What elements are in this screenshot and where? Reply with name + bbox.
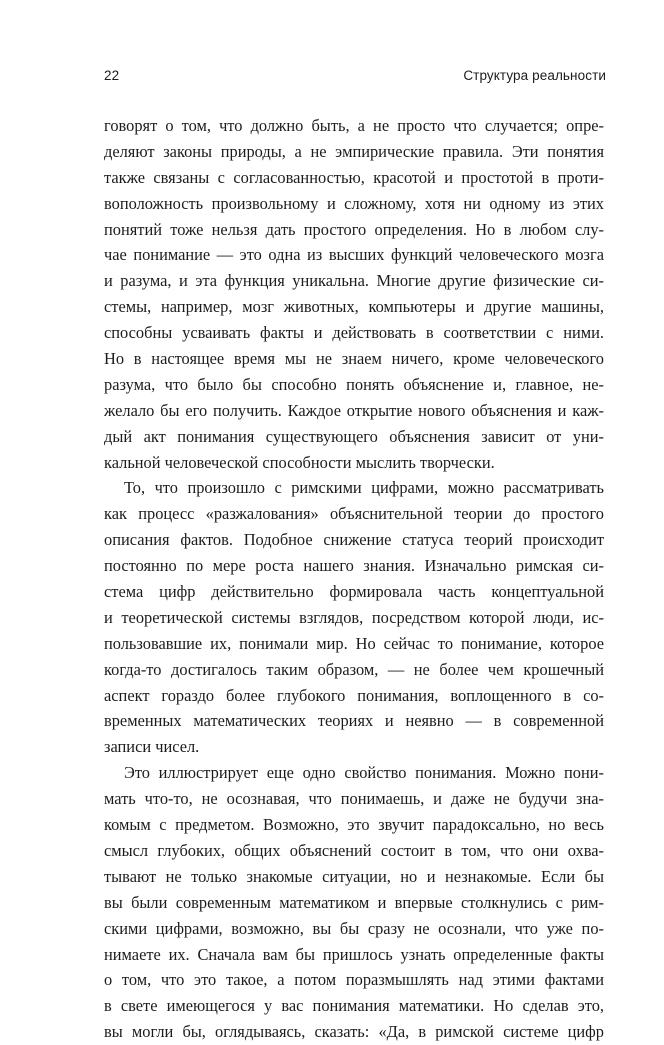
text-line: чае понимание — это одна из высших функций человеческого мозга xyxy=(104,245,604,265)
text-line: способны усваивать факты и действовать в соответствии с ними. xyxy=(104,323,604,343)
text-line: и разума, и эта функция уникальна. Многие другие физические си- xyxy=(104,271,604,291)
text-line: разума, что было бы способно понять объяснение и, главное, не- xyxy=(104,374,604,394)
text-line: скими цифрами, возможно, вы бы сразу не осознали, что уже по- xyxy=(104,918,604,938)
text-line: Это иллюстрирует еще одно свойство понимания. Можно пони- xyxy=(124,763,604,783)
text-line: постоянно по мере роста нашего знания. Изначально римская си- xyxy=(104,556,604,576)
paragraph xyxy=(104,475,604,760)
text-line: когда-то достигалось таким образом, — не более чем крошечный xyxy=(104,659,604,679)
page-header xyxy=(0,68,664,88)
text-line: в свете имеющегося у вас понимания математики. Но сделав это, xyxy=(104,996,604,1016)
text-line: временных математических теориях и неявно — в современной xyxy=(104,711,604,731)
body-text xyxy=(104,113,604,1045)
text-line: воположность произвольному и сложному, хотя ни одному из этих xyxy=(104,193,604,213)
text-line: как процесс «разжалования» объяснительной теории до простого xyxy=(104,504,604,524)
text-line: То, что произошло с римскими цифрами, можно рассматривать xyxy=(124,478,604,498)
text-line: описания фактов. Подобное снижение статуса теорий происходит xyxy=(104,530,604,550)
text-line: стема цифр действительно формировала часть концептуальной xyxy=(104,582,604,602)
text-line: кальной человеческой способности мыслить творчески. xyxy=(104,452,495,472)
text-line: нимаете их. Сначала вам бы пришлось узнать определенные факты xyxy=(104,944,604,964)
page-number: 22 xyxy=(104,68,120,83)
paragraph xyxy=(104,113,604,475)
text-line: о том, что это такое, а потом поразмышлять над этими фактами xyxy=(104,970,604,990)
text-line: аспект гораздо более глубокого понимания, воплощенного в со- xyxy=(104,685,604,705)
text-line: комым с предметом. Возможно, это звучит парадоксально, но весь xyxy=(104,815,604,835)
text-line: вы могли бы, оглядываясь, сказать: «Да, в римской системе цифр xyxy=(104,1022,604,1042)
paragraph xyxy=(104,760,604,1045)
text-line: мать что-то, не осознавая, что понимаешь, и даже не будучи зна- xyxy=(104,789,604,809)
text-line: стемы, например, мозг животных, компьютеры и другие машины, xyxy=(104,297,604,317)
text-line: дый акт понимания существующего объяснения зависит от уни- xyxy=(104,426,604,446)
text-line: Но в настоящее время мы не знаем ничего, кроме человеческого xyxy=(104,349,604,369)
text-line: говорят о том, что должно быть, а не просто что случается; опре- xyxy=(104,116,604,135)
text-line: понятий тоже нельзя дать простого определения. Но в любом слу- xyxy=(104,219,604,239)
text-line: пользовавшие их, понимали мир. Но сейчас то понимание, которое xyxy=(104,633,604,653)
text-line: смысл глубоких, общих объяснений состоит в том, что они охва- xyxy=(104,840,604,860)
text-line: вы были современным математиком и впервые столкнулись с рим- xyxy=(104,892,604,912)
text-line: деляют законы природы, а не эмпирические правила. Эти понятия xyxy=(104,141,604,161)
running-title: Структура реальности xyxy=(463,68,606,83)
text-line: и теоретической системы взглядов, посредством которой люди, ис- xyxy=(104,607,604,627)
text-line: записи чисел. xyxy=(104,737,200,757)
text-line: также связаны с согласованностью, красотой и простотой в проти- xyxy=(104,167,604,187)
text-line: желало бы его получить. Каждое открытие нового объяснения и каж- xyxy=(104,400,604,420)
text-line: тывают не только знакомые ситуации, но и незнакомые. Если бы xyxy=(104,866,604,886)
